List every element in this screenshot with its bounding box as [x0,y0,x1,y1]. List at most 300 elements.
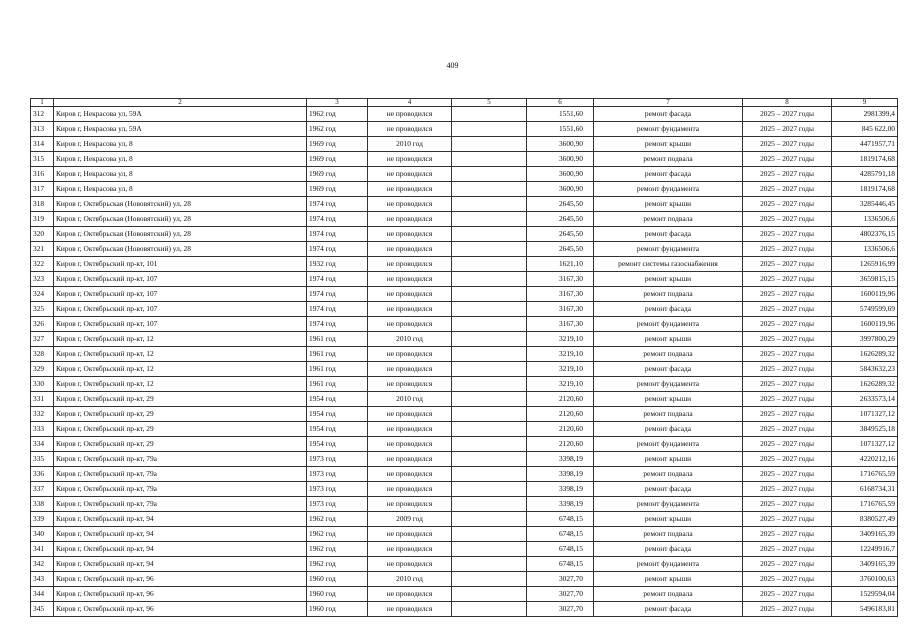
table-row [31,317,898,332]
table-row [31,572,898,587]
row-number-cell: 345 [31,602,54,617]
cost-cell: 4471957,71 [832,137,898,152]
period-cell: 2025 – 2027 годы [743,497,832,512]
last-repair-cell: 2010 год [368,332,452,347]
table-row [31,137,898,152]
address-cell: Киров г, Октябрьский пр-кт, 79а [54,482,307,497]
address-cell: Киров г, Октябрьский пр-кт, 94 [54,512,307,527]
commission-year-cell: 1962 год [307,122,368,137]
row-number-cell: 331 [31,392,54,407]
area-cell: 3027,70 [527,587,594,602]
cost-cell: 5749599,69 [832,302,898,317]
row-number-cell: 343 [31,572,54,587]
period-cell: 2025 – 2027 годы [743,137,832,152]
row-number-cell: 334 [31,437,54,452]
last-repair-cell: не проводился [368,287,452,302]
row-number-cell: 312 [31,107,54,122]
empty-cell [452,497,527,512]
empty-cell [452,467,527,482]
row-number-cell: 333 [31,422,54,437]
period-cell: 2025 – 2027 годы [743,467,832,482]
work-type-cell: ремонт подвала [594,212,743,227]
empty-cell [452,317,527,332]
period-cell: 2025 – 2027 годы [743,377,832,392]
area-cell: 3167,30 [527,287,594,302]
last-repair-cell: 2010 год [368,392,452,407]
row-number-cell: 313 [31,122,54,137]
row-number-cell: 316 [31,167,54,182]
last-repair-cell: не проводился [368,377,452,392]
empty-cell [452,242,527,257]
row-number-cell: 326 [31,317,54,332]
column-header-9: 9 [832,99,898,107]
table-row [31,437,898,452]
address-cell: Киров г, Некрасова ул, 8 [54,182,307,197]
commission-year-cell: 1962 год [307,527,368,542]
period-cell: 2025 – 2027 годы [743,422,832,437]
empty-cell [452,152,527,167]
commission-year-cell: 1960 год [307,572,368,587]
empty-cell [452,452,527,467]
cost-cell: 3997800,29 [832,332,898,347]
table-row [31,212,898,227]
work-type-cell: ремонт фундамента [594,182,743,197]
table-row [31,602,898,617]
last-repair-cell: 2010 год [368,572,452,587]
table-row [31,467,898,482]
commission-year-cell: 1974 год [307,197,368,212]
period-cell: 2025 – 2027 годы [743,182,832,197]
cost-cell: 4802376,15 [832,227,898,242]
table-row [31,272,898,287]
period-cell: 2025 – 2027 годы [743,437,832,452]
period-cell: 2025 – 2027 годы [743,452,832,467]
area-cell: 3398,19 [527,497,594,512]
row-number-cell: 336 [31,467,54,482]
empty-cell [452,137,527,152]
row-number-cell: 319 [31,212,54,227]
column-header-8: 8 [743,99,832,107]
cost-cell: 5496183,81 [832,602,898,617]
last-repair-cell: не проводился [368,497,452,512]
area-cell: 3398,19 [527,482,594,497]
period-cell: 2025 – 2027 годы [743,362,832,377]
area-cell: 6748,15 [527,527,594,542]
commission-year-cell: 1973 год [307,467,368,482]
last-repair-cell: не проводился [368,167,452,182]
last-repair-cell: не проводился [368,182,452,197]
table-row [31,347,898,362]
commission-year-cell: 1954 год [307,392,368,407]
commission-year-cell: 1974 год [307,287,368,302]
last-repair-cell: не проводился [368,212,452,227]
work-type-cell: ремонт подвала [594,407,743,422]
row-number-cell: 340 [31,527,54,542]
area-cell: 3027,70 [527,572,594,587]
table-row [31,422,898,437]
table-row [31,332,898,347]
row-number-cell: 322 [31,257,54,272]
row-number-cell: 324 [31,287,54,302]
area-cell: 3600,90 [527,152,594,167]
period-cell: 2025 – 2027 годы [743,302,832,317]
commission-year-cell: 1932 год [307,257,368,272]
commission-year-cell: 1974 год [307,242,368,257]
area-cell: 3600,90 [527,182,594,197]
cost-cell: 3760100,63 [832,572,898,587]
address-cell: Киров г, Октябрьский пр-кт, 94 [54,542,307,557]
column-header-3: 3 [307,99,368,107]
work-type-cell: ремонт подвала [594,287,743,302]
row-number-cell: 323 [31,272,54,287]
address-cell: Киров г, Октябрьский пр-кт, 79а [54,452,307,467]
commission-year-cell: 1954 год [307,437,368,452]
table-row [31,482,898,497]
commission-year-cell: 1969 год [307,152,368,167]
cost-cell: 1716765,59 [832,467,898,482]
commission-year-cell: 1962 год [307,542,368,557]
area-cell: 1621,10 [527,257,594,272]
area-cell: 3600,90 [527,137,594,152]
commission-year-cell: 1954 год [307,422,368,437]
period-cell: 2025 – 2027 годы [743,332,832,347]
area-cell: 3167,30 [527,272,594,287]
period-cell: 2025 – 2027 годы [743,227,832,242]
work-type-cell: ремонт крыши [594,512,743,527]
last-repair-cell: не проводился [368,317,452,332]
address-cell: Киров г, Октябрьская (Нововятский) ул, 28 [54,212,307,227]
cost-cell: 2981399,4 [832,107,898,122]
commission-year-cell: 1974 год [307,317,368,332]
commission-year-cell: 1969 год [307,182,368,197]
address-cell: Киров г, Октябрьский пр-кт, 12 [54,362,307,377]
area-cell: 3027,70 [527,602,594,617]
work-type-cell: ремонт фасада [594,602,743,617]
work-type-cell: ремонт крыши [594,392,743,407]
last-repair-cell: не проводился [368,272,452,287]
area-cell: 6748,15 [527,542,594,557]
cost-cell: 1626289,32 [832,347,898,362]
address-cell: Киров г, Октябрьская (Нововятский) ул, 28 [54,227,307,242]
address-cell: Киров г, Октябрьский пр-кт, 12 [54,377,307,392]
period-cell: 2025 – 2027 годы [743,527,832,542]
empty-cell [452,527,527,542]
table-header [31,99,898,107]
row-number-cell: 330 [31,377,54,392]
work-type-cell: ремонт подвала [594,587,743,602]
empty-cell [452,107,527,122]
commission-year-cell: 1969 год [307,167,368,182]
empty-cell [452,197,527,212]
empty-cell [452,122,527,137]
column-number-row [31,99,898,107]
period-cell: 2025 – 2027 годы [743,572,832,587]
area-cell: 2120,60 [527,437,594,452]
row-number-cell: 342 [31,557,54,572]
row-number-cell: 344 [31,587,54,602]
table-row [31,197,898,212]
last-repair-cell: не проводился [368,242,452,257]
work-type-cell: ремонт фасада [594,362,743,377]
row-number-cell: 325 [31,302,54,317]
area-cell: 2645,50 [527,197,594,212]
row-number-cell: 318 [31,197,54,212]
address-cell: Киров г, Октябрьский пр-кт, 107 [54,287,307,302]
row-number-cell: 321 [31,242,54,257]
row-number-cell: 338 [31,497,54,512]
cost-cell: 3849525,18 [832,422,898,437]
commission-year-cell: 1962 год [307,107,368,122]
table-row [31,167,898,182]
row-number-cell: 320 [31,227,54,242]
empty-cell [452,377,527,392]
area-cell: 2120,60 [527,407,594,422]
row-number-cell: 314 [31,137,54,152]
cost-cell: 6168734,31 [832,482,898,497]
period-cell: 2025 – 2027 годы [743,212,832,227]
period-cell: 2025 – 2027 годы [743,242,832,257]
period-cell: 2025 – 2027 годы [743,602,832,617]
address-cell: Киров г, Некрасова ул, 59А [54,107,307,122]
area-cell: 3600,90 [527,167,594,182]
address-cell: Киров г, Октябрьский пр-кт, 29 [54,407,307,422]
commission-year-cell: 1973 год [307,482,368,497]
work-type-cell: ремонт фундамента [594,437,743,452]
address-cell: Киров г, Октябрьский пр-кт, 79а [54,497,307,512]
commission-year-cell: 1973 год [307,497,368,512]
period-cell: 2025 – 2027 годы [743,407,832,422]
period-cell: 2025 – 2027 годы [743,167,832,182]
cost-cell: 4285791,18 [832,167,898,182]
cost-cell: 3285446,45 [832,197,898,212]
cost-cell: 1529594,04 [832,587,898,602]
last-repair-cell: не проводился [368,257,452,272]
address-cell: Киров г, Октябрьский пр-кт, 107 [54,317,307,332]
cost-cell: 1071327,12 [832,437,898,452]
table-row [31,182,898,197]
empty-cell [452,422,527,437]
cost-cell: 1336506,6 [832,212,898,227]
cost-cell: 1600119,96 [832,287,898,302]
table-row [31,122,898,137]
area-cell: 3219,10 [527,377,594,392]
address-cell: Киров г, Октябрьский пр-кт, 12 [54,332,307,347]
work-type-cell: ремонт фасада [594,107,743,122]
work-type-cell: ремонт фасада [594,422,743,437]
period-cell: 2025 – 2027 годы [743,557,832,572]
row-number-cell: 337 [31,482,54,497]
work-type-cell: ремонт подвала [594,467,743,482]
commission-year-cell: 1969 год [307,137,368,152]
commission-year-cell: 1961 год [307,347,368,362]
table-row [31,152,898,167]
area-cell: 3219,10 [527,332,594,347]
empty-cell [452,602,527,617]
last-repair-cell: не проводился [368,302,452,317]
address-cell: Киров г, Октябрьский пр-кт, 94 [54,527,307,542]
empty-cell [452,287,527,302]
capital-repair-table [30,98,898,617]
work-type-cell: ремонт фундамента [594,122,743,137]
column-header-1: 1 [31,99,54,107]
address-cell: Киров г, Октябрьский пр-кт, 79а [54,467,307,482]
address-cell: Киров г, Октябрьский пр-кт, 96 [54,587,307,602]
address-cell: Киров г, Некрасова ул, 8 [54,167,307,182]
row-number-cell: 332 [31,407,54,422]
period-cell: 2025 – 2027 годы [743,587,832,602]
address-cell: Киров г, Некрасова ул, 59А [54,122,307,137]
cost-cell: 1265916,99 [832,257,898,272]
empty-cell [452,482,527,497]
work-type-cell: ремонт крыши [594,272,743,287]
address-cell: Киров г, Некрасова ул, 8 [54,152,307,167]
period-cell: 2025 – 2027 годы [743,317,832,332]
work-type-cell: ремонт фундамента [594,557,743,572]
address-cell: Киров г, Октябрьский пр-кт, 29 [54,437,307,452]
empty-cell [452,587,527,602]
period-cell: 2025 – 2027 годы [743,542,832,557]
last-repair-cell: не проводился [368,197,452,212]
address-cell: Киров г, Октябрьский пр-кт, 29 [54,392,307,407]
area-cell: 1551,60 [527,107,594,122]
period-cell: 2025 – 2027 годы [743,122,832,137]
address-cell: Киров г, Октябрьский пр-кт, 96 [54,572,307,587]
area-cell: 3398,19 [527,452,594,467]
area-cell: 2120,60 [527,422,594,437]
last-repair-cell: не проводился [368,587,452,602]
empty-cell [452,407,527,422]
row-number-cell: 329 [31,362,54,377]
address-cell: Киров г, Октябрьский пр-кт, 29 [54,422,307,437]
commission-year-cell: 1974 год [307,227,368,242]
last-repair-cell: не проводился [368,482,452,497]
period-cell: 2025 – 2027 годы [743,392,832,407]
work-type-cell: ремонт подвала [594,527,743,542]
empty-cell [452,512,527,527]
work-type-cell: ремонт фасада [594,167,743,182]
work-type-cell: ремонт фундамента [594,377,743,392]
work-type-cell: ремонт фасада [594,542,743,557]
empty-cell [452,302,527,317]
work-type-cell: ремонт фундамента [594,317,743,332]
row-number-cell: 341 [31,542,54,557]
cost-cell: 1336506,6 [832,242,898,257]
empty-cell [452,332,527,347]
empty-cell [452,257,527,272]
cost-cell: 8380527,49 [832,512,898,527]
empty-cell [452,362,527,377]
table-row [31,242,898,257]
last-repair-cell: не проводился [368,107,452,122]
cost-cell: 1819174,68 [832,182,898,197]
row-number-cell: 328 [31,347,54,362]
area-cell: 6748,15 [527,557,594,572]
last-repair-cell: не проводился [368,422,452,437]
address-cell: Киров г, Октябрьский пр-кт, 12 [54,347,307,362]
column-header-4: 4 [368,99,452,107]
work-type-cell: ремонт крыши [594,332,743,347]
commission-year-cell: 1974 год [307,272,368,287]
commission-year-cell: 1961 год [307,332,368,347]
address-cell: Киров г, Октябрьский пр-кт, 96 [54,602,307,617]
table-row [31,287,898,302]
work-type-cell: ремонт фундамента [594,242,743,257]
area-cell: 2645,50 [527,227,594,242]
empty-cell [452,182,527,197]
empty-cell [452,557,527,572]
row-number-cell: 315 [31,152,54,167]
last-repair-cell: не проводился [368,407,452,422]
commission-year-cell: 1961 год [307,362,368,377]
table-row [31,527,898,542]
work-type-cell: ремонт фасада [594,227,743,242]
table-row [31,497,898,512]
cost-cell: 845 622,00 [832,122,898,137]
empty-cell [452,347,527,362]
cost-cell: 4220212,16 [832,452,898,467]
area-cell: 1551,60 [527,122,594,137]
last-repair-cell: не проводился [368,452,452,467]
cost-cell: 5843632,23 [832,362,898,377]
work-type-cell: ремонт системы газоснабжения [594,257,743,272]
area-cell: 2645,50 [527,212,594,227]
address-cell: Киров г, Октябрьская (Нововятский) ул, 28 [54,242,307,257]
cost-cell: 3409165,39 [832,557,898,572]
table-row [31,452,898,467]
empty-cell [452,227,527,242]
commission-year-cell: 1960 год [307,587,368,602]
empty-cell [452,167,527,182]
commission-year-cell: 1962 год [307,512,368,527]
period-cell: 2025 – 2027 годы [743,482,832,497]
table-row [31,392,898,407]
last-repair-cell: 2009 год [368,512,452,527]
last-repair-cell: не проводился [368,152,452,167]
area-cell: 2120,60 [527,392,594,407]
commission-year-cell: 1961 год [307,377,368,392]
address-cell: Киров г, Октябрьский пр-кт, 107 [54,302,307,317]
area-cell: 3219,10 [527,347,594,362]
last-repair-cell: не проводился [368,122,452,137]
table-row [31,227,898,242]
empty-cell [452,437,527,452]
empty-cell [452,212,527,227]
work-type-cell: ремонт крыши [594,572,743,587]
address-cell: Киров г, Октябрьский пр-кт, 101 [54,257,307,272]
column-header-6: 6 [527,99,594,107]
empty-cell [452,392,527,407]
address-cell: Киров г, Октябрьская (Нововятский) ул, 28 [54,197,307,212]
area-cell: 3167,30 [527,317,594,332]
period-cell: 2025 – 2027 годы [743,152,832,167]
address-cell: Киров г, Октябрьский пр-кт, 94 [54,557,307,572]
work-type-cell: ремонт подвала [594,347,743,362]
last-repair-cell: не проводился [368,437,452,452]
work-type-cell: ремонт фасада [594,482,743,497]
cost-cell: 1600119,96 [832,317,898,332]
commission-year-cell: 1954 год [307,407,368,422]
row-number-cell: 335 [31,452,54,467]
cost-cell: 1071327,12 [832,407,898,422]
address-cell: Киров г, Некрасова ул, 8 [54,137,307,152]
table-row [31,362,898,377]
area-cell: 6748,15 [527,512,594,527]
column-header-2: 2 [54,99,307,107]
period-cell: 2025 – 2027 годы [743,197,832,212]
last-repair-cell: не проводился [368,362,452,377]
column-header-5: 5 [452,99,527,107]
commission-year-cell: 1960 год [307,602,368,617]
